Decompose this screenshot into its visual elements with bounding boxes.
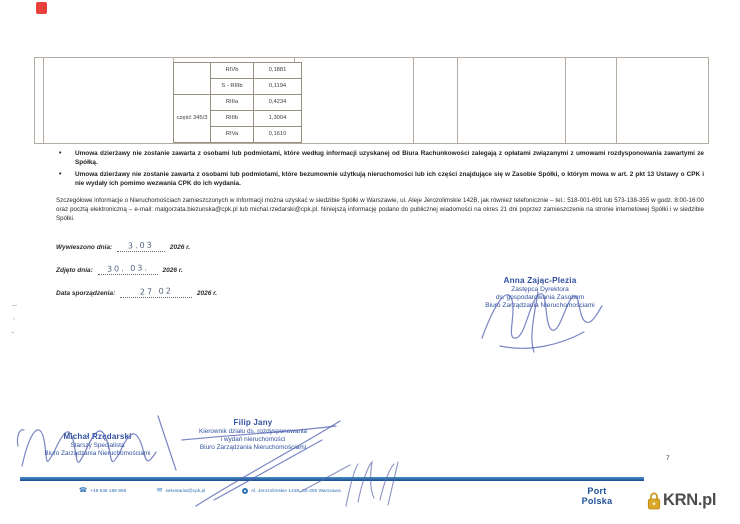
- date-posted-row: [56, 242, 217, 253]
- soil-class-cell: RIIIa: [211, 95, 254, 111]
- signatory-department: Biuro Zarządzania Nieruchomościami: [44, 449, 151, 457]
- date-label: Zdjęto dnia:: [56, 267, 93, 274]
- port-polska-logo: [565, 487, 629, 506]
- soil-class-cell: S - RIIIb: [211, 79, 254, 95]
- email-address: sekretariat@cpk.pl: [165, 488, 206, 494]
- information-paragraph: Szczegółowe informacje o Nieruchomościach zamieszczonych w Informacji można uzyskać w siedzibie Spółki w Warszawie, ul. Aleje Jerozolimskie 142B, jak również telefonicznie – tel.: 518-001-691 lub 573-138-355 w godz. 8:00-16:00 oraz pocztą elektroniczną – e-mail: malgorzata.biezunska@cpk.pl lub michal.rzedarski@cpk.pl. Niniejszą informację podano do publicznej wiadomości na okres 21 dni poprzez zamieszczenie na stronie internetowej Spółki i w siedzibie Spółki.: [56, 197, 704, 223]
- signatory-name: Michał Rzędarski: [63, 432, 132, 441]
- table-divider: [565, 58, 566, 143]
- handwritten-date-field: [98, 265, 158, 275]
- parcel-part-cell: część 345/3: [174, 95, 211, 143]
- red-flag-icon: [36, 2, 47, 14]
- area-cell: 0,4234: [254, 95, 302, 111]
- condition-text: Umowa dzierżawy nie zostanie zawarta z osobami lub podmiotami, które bezumownie użytkują nieruchomości lub ich części znajdujące się w Zasobie Spółki, o którym mowa w art. 2 pkt 13 Ustawy o CPK i nie wydały ich pomimo wezwania CPK do ich wydania.: [75, 170, 704, 187]
- soil-class-cell: RIVa: [211, 127, 254, 143]
- date-label: Wywieszono dnia:: [56, 244, 113, 251]
- logo-line: Port: [587, 486, 607, 496]
- phone-number: +48 538 188 995: [90, 488, 127, 494]
- soil-class-cell: RIIIb: [211, 111, 254, 127]
- table-divider: [413, 58, 414, 143]
- street-address: Al. Jerozolimskie 142B, 02-305 Warszawa: [251, 488, 341, 494]
- signatory-block-manager: [168, 418, 338, 452]
- signatory-block-specialist: [10, 432, 185, 458]
- table-divider: [43, 58, 44, 143]
- krn-watermark: [647, 491, 716, 510]
- padlock-icon: [647, 491, 661, 510]
- table-divider: [616, 58, 617, 143]
- location-pin-icon: [242, 488, 248, 494]
- signatory-block-director: [430, 276, 650, 310]
- signature-footer-scribble: [300, 462, 398, 506]
- handwritten-date: 27 02: [139, 286, 173, 297]
- signatory-department: Biuro Zarządzania Nieruchomościami: [485, 301, 595, 309]
- footer-email: [157, 488, 205, 495]
- posting-dates: [56, 242, 217, 311]
- table-row: [174, 63, 302, 79]
- table-row: [174, 95, 302, 111]
- table-divider: [457, 58, 458, 143]
- bullet-icon: •: [59, 170, 62, 178]
- area-cell: 0,1610: [254, 127, 302, 143]
- area-cell: 0,1194: [254, 79, 302, 95]
- handwritten-date: 30. 03.: [106, 263, 149, 274]
- signatory-name: Filip Jany: [233, 418, 273, 427]
- krn-brand-text: KRN.pl: [663, 491, 717, 509]
- soil-class-cell: RIVb: [211, 63, 254, 79]
- lease-conditions-list: [56, 149, 704, 190]
- pencil-margin-marks: [11, 305, 17, 333]
- signatory-name: Anna Zając-Plezia: [503, 276, 577, 285]
- logo-line: Polska: [581, 495, 613, 506]
- handwritten-date-field: [117, 242, 165, 252]
- footer-phone: [79, 488, 126, 495]
- email-icon: ✉: [157, 487, 163, 494]
- parcel-cell-empty: [174, 63, 211, 95]
- signatory-title: Starszy Specjalista: [70, 441, 125, 449]
- handwritten-date: 3.03: [127, 240, 155, 251]
- condition-text: Umowa dzierżawy nie zostanie zawarta z osobami lub podmiotami, które według informacji uzyskanej od Biura Rachunkowości zalegają z opłatami związanymi z umowami rozdysponowania zawartymi ze Spółką.: [75, 150, 704, 167]
- signatory-title: i wydań nieruchomości: [220, 435, 286, 443]
- bullet-icon: •: [59, 150, 62, 157]
- footer-divider-bar: [20, 477, 644, 481]
- phone-icon: ☎: [79, 487, 88, 494]
- date-removed-row: [56, 265, 217, 276]
- date-label: Data sporządzenia:: [56, 290, 116, 297]
- area-cell: 1,3004: [254, 111, 302, 127]
- footer-address: [242, 488, 341, 494]
- page-number: 7: [666, 455, 670, 462]
- land-classification-table: [34, 57, 709, 144]
- list-item: [56, 149, 704, 168]
- handwritten-date-field: [120, 288, 192, 298]
- date-suffix: 2026 r.: [196, 290, 218, 297]
- signatory-department: Biuro Zarządzania Nieruchomościami: [199, 443, 307, 451]
- area-cell: 0,1881: [254, 63, 302, 79]
- soil-class-table: [173, 62, 302, 143]
- date-suffix: 2026 r.: [162, 267, 183, 274]
- signatory-title: ds. gospodarowania Zasobem: [495, 293, 585, 301]
- signatory-title: Kierownik działu ds. rozdysponowania: [199, 427, 307, 435]
- list-item: [56, 170, 704, 189]
- date-suffix: 2026 r.: [169, 244, 191, 251]
- date-prepared-row: [56, 288, 217, 299]
- signatory-title: Zastępca Dyrektora: [511, 285, 569, 293]
